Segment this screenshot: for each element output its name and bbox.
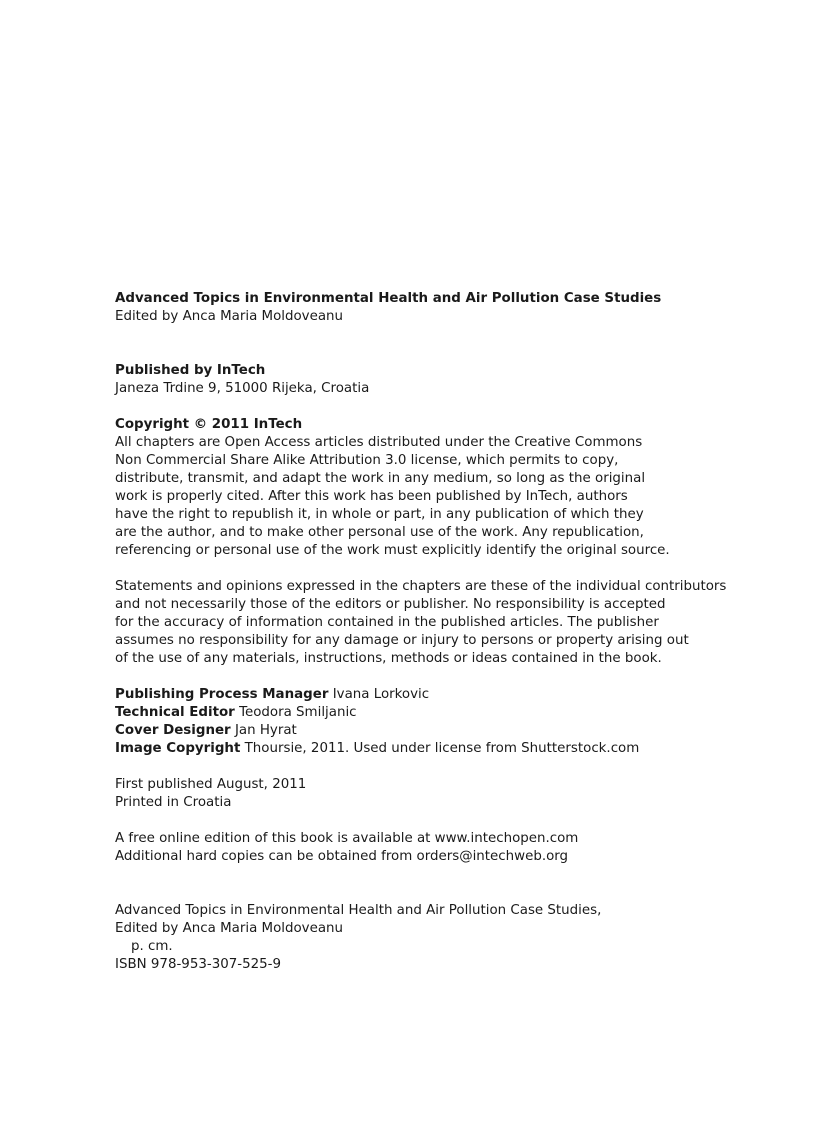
catalog-title: Advanced Topics in Environmental Health and Air Pollution Case Studies,	[115, 903, 602, 918]
printed-in: Printed in Croatia	[115, 795, 232, 810]
credit-name: Teodora Smiljanic	[239, 705, 357, 720]
credit-item	[115, 722, 755, 740]
disclaimer-line: for the accuracy of information contained in the published articles. The publisher	[115, 615, 659, 630]
credit-role: Technical Editor	[115, 705, 235, 720]
catalog-format: p. cm.	[131, 939, 173, 954]
hard-copies: Additional hard copies can be obtained from orders@intechweb.org	[115, 849, 569, 864]
copyright-line: are the author, and to make other personal use of the work. Any republication,	[115, 525, 644, 540]
credit-name: Jan Hyrat	[234, 723, 297, 738]
first-published: First published August, 2011	[115, 777, 307, 792]
catalog-editor: Edited by Anca Maria Moldoveanu	[115, 921, 344, 936]
copyright-line: referencing or personal use of the work must explicitly identify the original source.	[115, 543, 670, 558]
spacer	[115, 758, 755, 776]
credit-name: Ivana Lorkovic	[332, 687, 430, 702]
publisher-address: Janeza Trdine 9, 51000 Rijeka, Croatia	[115, 381, 370, 396]
credit-role: Publishing Process Manager	[115, 687, 329, 702]
copyright-line: All chapters are Open Access articles distributed under the Creative Commons	[115, 435, 643, 450]
title-block	[115, 290, 755, 326]
copyright-line: distribute, transmit, and adapt the work in any medium, so long as the original	[115, 471, 646, 486]
spacer	[115, 326, 755, 362]
copyright-line: have the right to republish it, in whole or part, in any publication of which they	[115, 507, 644, 522]
spacer	[115, 812, 755, 830]
disclaimer-line: and not necessarily those of the editors or publisher. No responsibility is accepted	[115, 597, 666, 612]
copyright-heading: Copyright © 2011 InTech	[115, 417, 303, 432]
spacer	[115, 398, 755, 416]
copyright-line: Non Commercial Share Alike Attribution 3.0 license, which permits to copy,	[115, 453, 619, 468]
publication-block	[115, 776, 755, 812]
publisher-heading: Published by InTech	[115, 363, 266, 378]
disclaimer-line: of the use of any materials, instructions, methods or ideas contained in the book.	[115, 651, 662, 666]
online-edition: A free online edition of this book is available at www.intechopen.com	[115, 831, 579, 846]
credit-role: Image Copyright	[115, 741, 241, 756]
credit-item	[115, 704, 755, 722]
disclaimer-block	[115, 578, 755, 668]
publisher-block	[115, 362, 755, 398]
spacer	[115, 866, 755, 902]
copyright-page	[115, 290, 755, 974]
credits-block	[115, 686, 755, 758]
availability-block	[115, 830, 755, 866]
disclaimer-line: Statements and opinions expressed in the chapters are these of the individual contributors	[115, 579, 727, 594]
copyright-block	[115, 416, 755, 560]
copyright-line: work is properly cited. After this work has been published by InTech, authors	[115, 489, 628, 504]
disclaimer-line: assumes no responsibility for any damage or injury to persons or property arising out	[115, 633, 689, 648]
spacer	[115, 560, 755, 578]
credit-name: Thoursie, 2011. Used under license from Shutterstock.com	[244, 741, 640, 756]
credit-role: Cover Designer	[115, 723, 231, 738]
cataloging-block	[115, 902, 755, 974]
book-title: Advanced Topics in Environmental Health and Air Pollution Case Studies	[115, 291, 662, 306]
catalog-isbn: ISBN 978-953-307-525-9	[115, 957, 281, 972]
credit-item	[115, 740, 755, 758]
credit-item	[115, 686, 755, 704]
book-editor: Edited by Anca Maria Moldoveanu	[115, 309, 344, 324]
spacer	[115, 668, 755, 686]
